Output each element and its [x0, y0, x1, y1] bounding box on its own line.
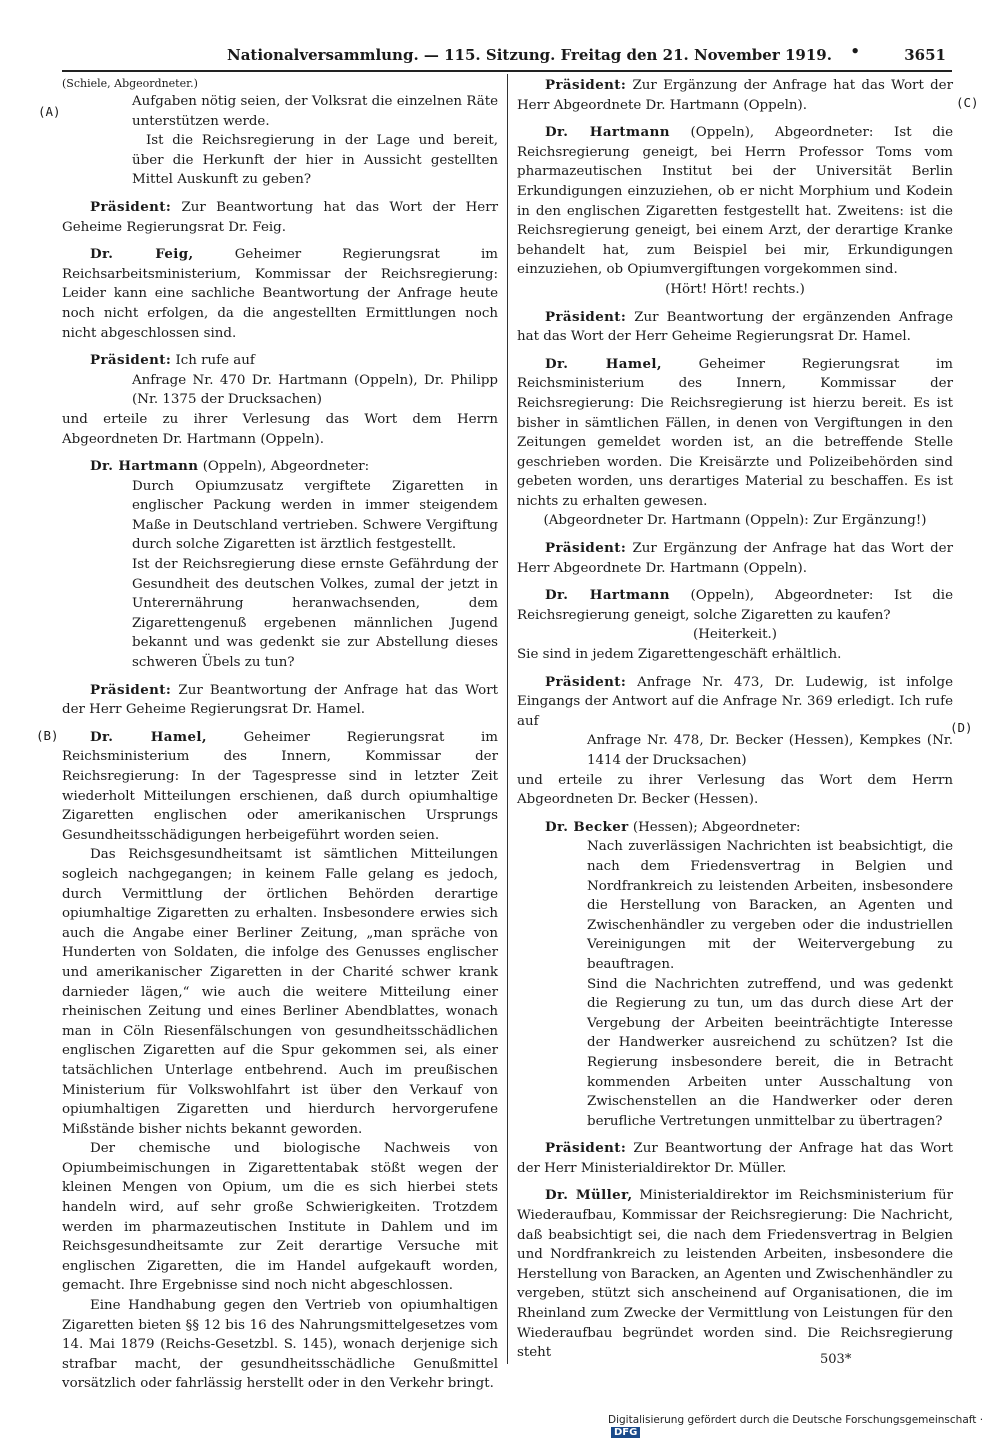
paragraph	[517, 645, 953, 665]
speaker-name: Dr. Hartmann	[545, 587, 670, 604]
speaker-name: Präsident:	[545, 1140, 627, 1157]
footer-text: Digitalisierung gefördert durch die Deutsche Forschungsgemeinschaft ·	[608, 1414, 984, 1426]
dfg-logo: DFG	[611, 1427, 640, 1438]
paragraph	[62, 477, 498, 555]
margin-mark-c: (C)	[956, 95, 979, 110]
paragraph-text: Zur Beantwortung der ergänzenden Anfrage hat das Wort der Herr Geheime Regierungsrat Dr. Hamel.	[517, 309, 953, 345]
speaker-name: Präsident:	[545, 673, 627, 690]
paragraph-text: Zur Ergänzung der Anfrage hat das Wort der Herr Abgeordnete Dr. Hartmann (Oppeln).	[517, 78, 953, 113]
paragraph-text: (Schiele, Abgeordneter.)	[62, 77, 198, 90]
paragraph	[517, 308, 953, 347]
paragraph	[62, 457, 498, 477]
paragraph	[62, 1139, 498, 1296]
paragraph-text: Anfrage Nr. 478, Dr. Becker (Hessen), Kempkes (Nr. 1414 der Drucksachen)	[587, 733, 953, 768]
paragraph-text: und erteile zu ihrer Verlesung das Wort dem Herrn Abgeordneten Dr. Becker (Hessen).	[517, 772, 953, 808]
paragraph-text: (Hessen); Abgeordneter:	[628, 819, 801, 835]
margin-mark-d: (D)	[950, 720, 973, 735]
paragraph-text: Sie sind in jedem Zigarettengeschäft erhältlich.	[517, 647, 842, 663]
speaker-name: Dr. Becker	[545, 818, 629, 835]
paragraph	[517, 76, 953, 115]
speaker-name: Dr. Hartmann	[545, 124, 670, 141]
speaker-name: Präsident:	[90, 198, 172, 215]
speaker-name: Präsident:	[545, 540, 627, 557]
paragraph	[62, 410, 498, 449]
running-title: Nationalversammlung. — 115. Sitzung. Freitag den 21. November 1919.	[227, 46, 832, 64]
paragraph-text: Eine Handhabung gegen den Vertrieb von opiumhaltigen Zigaretten bieten §§ 12 bis 16 des Nahrungsmittelgesetzes vom 14. Mai 1879 (Reichs-Gesetzbl. S. 145), wonach derjenige sich strafbar macht, der gesundheitsschädliche Genußmittel vorsätzlich oder fahrlässig herstellt oder in den Verkehr bringt.	[62, 1298, 498, 1392]
paragraph	[62, 371, 498, 410]
paragraph	[62, 76, 498, 92]
paragraph	[517, 771, 953, 810]
paragraph	[62, 728, 498, 846]
paragraph	[517, 837, 953, 974]
paragraph-text: Ministerialdirektor im Reichsministerium für Wiederaufbau, Kommissar der Reichsregierung: Die Nachricht, daß beabsichtigt sei, die nach dem Friedensvertrag in Belgien und Nordfrankreich zu leistenden Arbeiten, insbesondere die Herstellung von Baracken, an Agenten und Zwischenhändler zu vergeben, stützt sich anscheinend auf Organisationen, die im Rheinland zum Zwecke der Vermittlung von Leistungen für den Wiederaufbau begründet worden sind. Die Reichsregierung steht	[517, 1188, 953, 1361]
paragraph-text: (Hört! Hört! rechts.)	[665, 281, 805, 297]
paragraph-text: Geheimer Regierungsrat im Reichsministerium des Innern, Kommissar der Reichsregierung: In der Tagespresse sind in letzter Zeit wiederholt Mitteilungen erschienen, daß durch opiumhaltige Zigaretten englischen oder amerikanischen Ursprungs Gesundheitsschädigungen herbeigeführt worden seien.	[62, 729, 499, 843]
paragraph	[62, 131, 498, 190]
paragraph-text: Zur Beantwortung der Anfrage hat das Wort der Herr Ministerialdirektor Dr. Müller.	[517, 1141, 953, 1176]
paragraph-text: Aufgaben nötig seien, der Volksrat die einzelnen Räte unterstützen werde.	[132, 94, 498, 129]
paragraph-text: Ich rufe auf	[171, 353, 255, 369]
page-number: 3651	[904, 46, 946, 64]
paragraph	[62, 845, 498, 1139]
paragraph-text: Anfrage Nr. 473, Dr. Ludewig, ist infolge Eingangs der Antwort auf die Anfrage Nr. 369 erledigt. Ich rufe auf	[517, 674, 953, 729]
paragraph-text: Geheimer Regierungsrat im Reichsarbeitsministerium, Kommissar der Reichsregierung: Leider kann eine sachliche Beantwortung der Anfrage heute noch nicht erfolgen, da die angestellten Ermittlungen noch nicht abgeschlossen sind.	[62, 247, 498, 341]
paragraph-text: Durch Opiumzusatz vergiftete Zigaretten in englischer Packung werden in immer steigendem Maße in Deutschland vertrieben. Schwere Vergiftung durch solche Zigaretten ist ärztlich festgestellt.	[132, 478, 498, 553]
paragraph-text: (Oppeln), Abgeordneter: Ist die Reichsregierung geneigt, solche Zigaretten zu kaufen?	[517, 588, 954, 623]
header-dot: •	[850, 42, 860, 60]
paragraph	[62, 555, 498, 673]
paragraph	[517, 123, 953, 280]
paragraph	[517, 511, 953, 531]
speaker-name: Dr. Müller,	[545, 1187, 633, 1204]
speaker-name: Dr. Hamel,	[545, 355, 662, 372]
page-header	[62, 42, 952, 68]
speaker-name: Dr. Hartmann	[90, 458, 199, 475]
speaker-name: Präsident:	[545, 77, 627, 93]
paragraph	[62, 351, 498, 371]
paragraph-text: und erteile zu ihrer Verlesung das Wort dem Herrn Abgeordneten Dr. Hartmann (Oppeln).	[62, 411, 498, 447]
paragraph	[517, 280, 953, 300]
speaker-name: Präsident:	[545, 308, 627, 325]
paragraph-text: Nach zuverlässigen Nachrichten ist beabsichtigt, die nach dem Friedensvertrag in Belgien und Nordfrankreich zu leistenden Arbeiten, insbesondere die Herstellung von Baracken, an Agenten und Zwischenhändler zu vergeben oder die industriellen Vereinigungen mit der Weitervergebung zu beauftragen.	[587, 839, 953, 972]
paragraph-text: Geheimer Regierungsrat im Reichsministerium des Innern, Kommissar der Reichsregierung: Die Reichsregierung ist hierzu bereit. Es ist bisher in sämtlichen Fällen, in denen von Vergiftungen in den Zeitungen gemeldet worden ist, an die betreffende Stelle geschrieben worden. Die Kreisärzte und Polizeibehörden sind gebeten worden, uns derartiges Material zu beschaffen. Es ist nichts zu erhalten gewesen.	[517, 356, 954, 509]
right-column	[517, 76, 953, 1363]
paragraph-text: Der chemische und biologische Nachweis von Opiumbeimischungen in Zigarettentabak stößt wegen der kleinen Mengen von Opium, um die es sich hierbei stets handeln wird, auf sehr große Schwierigkeiten. Trotzdem werden im pharmazeutischen Institute in Dahlem und im Reichsgesundheitsamte zur Zeit derartige Versuche mit englischen Zigaretten, die im Handel aufgekauft worden, gemacht. Ihre Ergebnisse sind noch nicht abgeschlossen.	[62, 1141, 498, 1294]
paragraph-text: Ist die Reichsregierung in der Lage und bereit, über die Herkunft der hier in Aussicht gestellten Mittel Auskunft zu geben?	[132, 133, 498, 188]
paragraph	[62, 198, 498, 237]
paragraph-text: Zur Beantwortung der Anfrage hat das Wort der Herr Geheime Regierungsrat Dr. Hamel.	[62, 682, 498, 718]
paragraph	[517, 586, 953, 625]
paragraph-text: Zur Ergänzung der Anfrage hat das Wort der Herr Abgeordnete Dr. Hartmann (Oppeln).	[517, 541, 953, 576]
signature-number: 503*	[820, 1352, 852, 1367]
paragraph	[517, 975, 953, 1132]
paragraph-text: (Oppeln), Abgeordneter: Ist die Reichsregierung geneigt, bei Herrn Professor Toms vom pharmazeutischen Institut bei der Universität Berlin Erkundigungen einzuziehen, ob er nicht Morphium und Kodein in den englischen Zigaretten festgestellt hat. Zweitens: ist die Reichsregierung geneigt, bei einem Arzt, der derartige Kranke behandelt hat, zum Beispiel bei mir, Erkundigungen einzuziehen, ob Opiumvergiftungen vorgekommen sind.	[517, 125, 954, 278]
paragraph	[62, 92, 498, 131]
paragraph	[517, 1186, 953, 1362]
speaker-name: Dr. Hamel,	[90, 728, 207, 745]
paragraph	[62, 681, 498, 720]
paragraph	[62, 1296, 498, 1394]
paragraph-text: Zur Beantwortung hat das Wort der Herr Geheime Regierungsrat Dr. Feig.	[62, 199, 498, 235]
paragraph	[62, 245, 498, 343]
margin-mark-b: (B)	[36, 728, 59, 743]
paragraph	[517, 673, 953, 732]
paragraph-text: (Abgeordneter Dr. Hartmann (Oppeln): Zur Ergänzung!)	[543, 513, 927, 529]
paragraph	[517, 731, 953, 770]
paragraph-text: Sind die Nachrichten zutreffend, und was gedenkt die Regierung zu tun, um das durch diese Art der Vergebung der Arbeiten beeinträchtigte Interesse der Handwerker ausreichend zu schützen? Ist die Regierung insbesondere bereit, die in Betracht kommenden Arbeiten unter Ausschaltung von Zwischenstellen an die Handwerker oder deren berufliche Vertretungen unmittelbar zu übertragen?	[587, 976, 953, 1129]
paragraph	[517, 539, 953, 578]
paragraph	[517, 1139, 953, 1178]
paragraph-text: (Heiterkeit.)	[693, 627, 777, 643]
left-column	[62, 76, 498, 1394]
paragraph-text: Anfrage Nr. 470 Dr. Hartmann (Oppeln), Dr. Philipp (Nr. 1375 der Drucksachen)	[132, 372, 498, 408]
paragraph	[517, 818, 953, 838]
paragraph-text: Ist der Reichsregierung diese ernste Gefährdung der Gesundheit des deutschen Volkes, zumal der jetzt in Unterernährung heranwachsenden, dem Zigarettengenuß ergebenen männlichen Jugend bekannt und was gedenkt sie zur Abstellung dieses schweren Übels zu tun?	[132, 557, 498, 671]
dfg-footer	[608, 1414, 1000, 1438]
header-rule	[62, 70, 952, 72]
paragraph-text: Das Reichsgesundheitsamt ist sämtlichen Mitteilungen sogleich nachgegangen; in keinem Falle gelang es jedoch, durch Vermittlung der örtlichen Behörden derartige opiumhaltige Zigaretten zu erhalten. Insbesondere erwies sich auch die Angabe einer Berliner Zeitung, „man spräche von Hunderten von Soldaten, die infolge des Genusses englischer und amerikanischer Zigaretten in der Charité schwer krank darnieder lägen,“ wie auch die weitere Mitteilung einer rheinischen Zeitung und eines Berliner Abendblattes, wonach man in Cöln Riesenfälschungen von gesundheitsschädlichen englischen Zigaretten auf die Spur gekommen sei, als einer tatsächlichen Unterlage entbehrend. Auch im preußischen Ministerium für Volkswohlfahrt ist über den Verkauf von opiumhaltigen Zigaretten und hierdurch hervorgerufene Mißstände bisher nichts bekannt geworden.	[62, 847, 498, 1137]
column-divider	[507, 74, 508, 1364]
paragraph	[517, 625, 953, 645]
margin-mark-a: (A)	[38, 104, 61, 119]
speaker-name: Präsident:	[90, 352, 172, 369]
speaker-name: Dr. Feig,	[90, 246, 194, 263]
paragraph	[517, 355, 953, 512]
paragraph-text: (Oppeln), Abgeordneter:	[198, 459, 370, 475]
speaker-name: Präsident:	[90, 681, 172, 698]
